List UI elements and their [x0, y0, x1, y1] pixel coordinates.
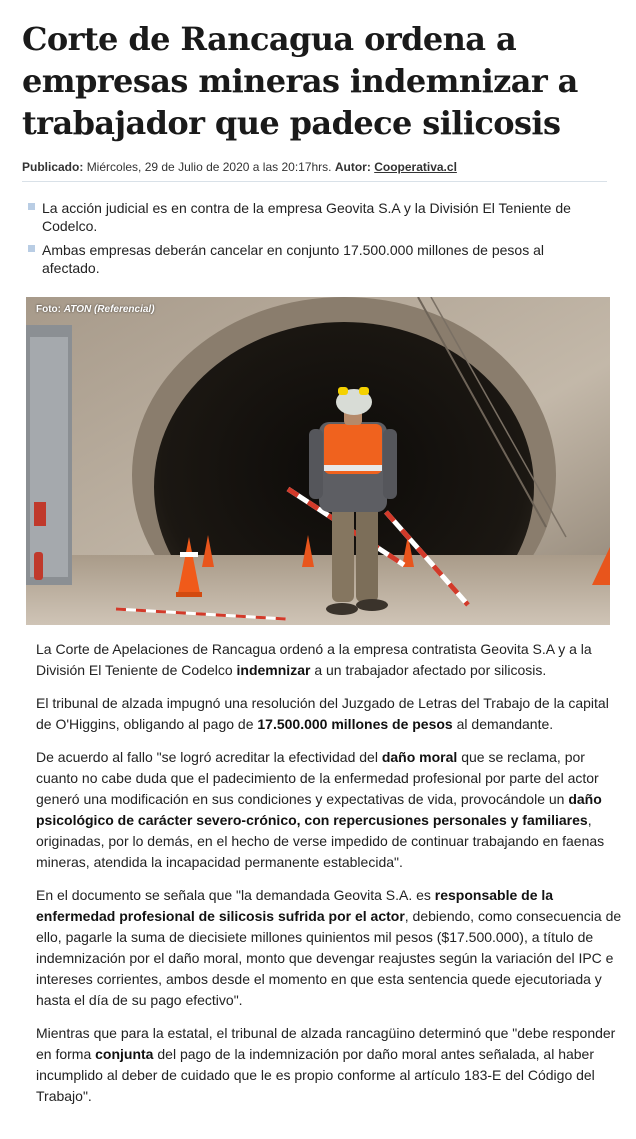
- summary-item: [28, 199, 588, 235]
- author-link[interactable]: Cooperativa.cl: [374, 160, 457, 174]
- article-meta: [22, 159, 607, 182]
- emphasis: responsable de la enfermedad profesional de silicosis sufrida por el actor: [36, 887, 554, 924]
- photo-illustration: [26, 297, 610, 625]
- cone-base: [176, 592, 202, 597]
- article-photo: [26, 297, 610, 625]
- paragraph: La Corte de Apelaciones de Rancagua ordenó a la empresa contratista Geovita S.A y a la División El Teniente de Codelco indemnizar a un trabajador afectado por silicosis.: [36, 641, 592, 678]
- published-date: Miércoles, 29 de Julio de 2020 a las 20:17hrs.: [86, 160, 332, 174]
- ground: [26, 555, 610, 625]
- summary-text: La acción judicial es en contra de la empresa Geovita S.A y la División El Teniente de Codelco.: [42, 200, 571, 234]
- fire-extinguisher-sign: [34, 502, 46, 526]
- author-label: Autor:: [334, 160, 371, 174]
- published-label: Publicado:: [22, 160, 84, 174]
- paragraph: En el documento se señala que "la demandada Geovita S.A. es responsable de la enfermedad profesional de silicosis sufrida por el actor, debiendo, como consecuencia de ello, pagarle la suma de diecisiete millones quinientos mil pesos ($17.500.000), a título de indemnización por el daño moral, monto que devengar reajustes según la variación del IPC e intereses corrientes, ambos desde el momento en que esta sentencia quede ejecutoriada y hasta el día de su pago efectivo".: [36, 887, 622, 1008]
- bullet-square-icon: [28, 203, 35, 210]
- photo-credit: [36, 303, 155, 316]
- cone-stripe: [180, 552, 198, 557]
- bullet-square-icon: [28, 245, 35, 252]
- article-body: [36, 639, 622, 1119]
- photo-credit-label: Foto:: [36, 304, 61, 315]
- emphasis: conjunta: [95, 1046, 154, 1062]
- paragraph: Mientras que para la estatal, el tribunal de alzada rancagüino determinó que "debe responder en forma conjunta del pago de la indemnización por daño moral antes señalada, al haber incumplido al deber de cuidado que le es propio conforme al artículo 183-E del Código del Trabajo".: [36, 1025, 616, 1104]
- article-title: Corte de Rancagua ordena a empresas mineras indemnizar a trabajador que padece silicosis: [22, 20, 578, 142]
- paragraph: De acuerdo al fallo "se logró acreditar la efectividad del daño moral que se reclama, por cuanto no cabe duda que el padecimiento de la enfermedad profesional por parte del actor generó una modificación en sus condiciones y expectativas de vida, provocándole un daño psicológico de carácter severo-crónico, con repercusiones personales y familiares, originadas, por lo demás, en el hecho de verse impedido de continuar trabajando en faenas mineras, atendida la incapacidad permanente establecida".: [36, 749, 605, 870]
- summary-list: [28, 199, 588, 283]
- emphasis: indemnizar: [236, 662, 311, 678]
- summary-text: Ambas empresas deberán cancelar en conjunto 17.500.000 millones de pesos al afectado.: [42, 242, 544, 276]
- emphasis: daño moral: [381, 749, 458, 765]
- fire-extinguisher: [34, 552, 43, 580]
- photo-credit-value: ATON (Referencial): [63, 304, 155, 315]
- paragraph: El tribunal de alzada impugnó una resolución del Juzgado de Letras del Trabajo de la capital de O'Higgins, obligando al pago de 17.500.000 millones de pesos al demandante.: [36, 695, 609, 732]
- left-structure-panel: [30, 337, 68, 577]
- emphasis: 17.500.000 millones de pesos: [257, 716, 453, 732]
- emphasis: daño psicológico de carácter severo-crónico, con repercusiones personales y familiares: [36, 791, 602, 828]
- summary-item: [28, 241, 588, 277]
